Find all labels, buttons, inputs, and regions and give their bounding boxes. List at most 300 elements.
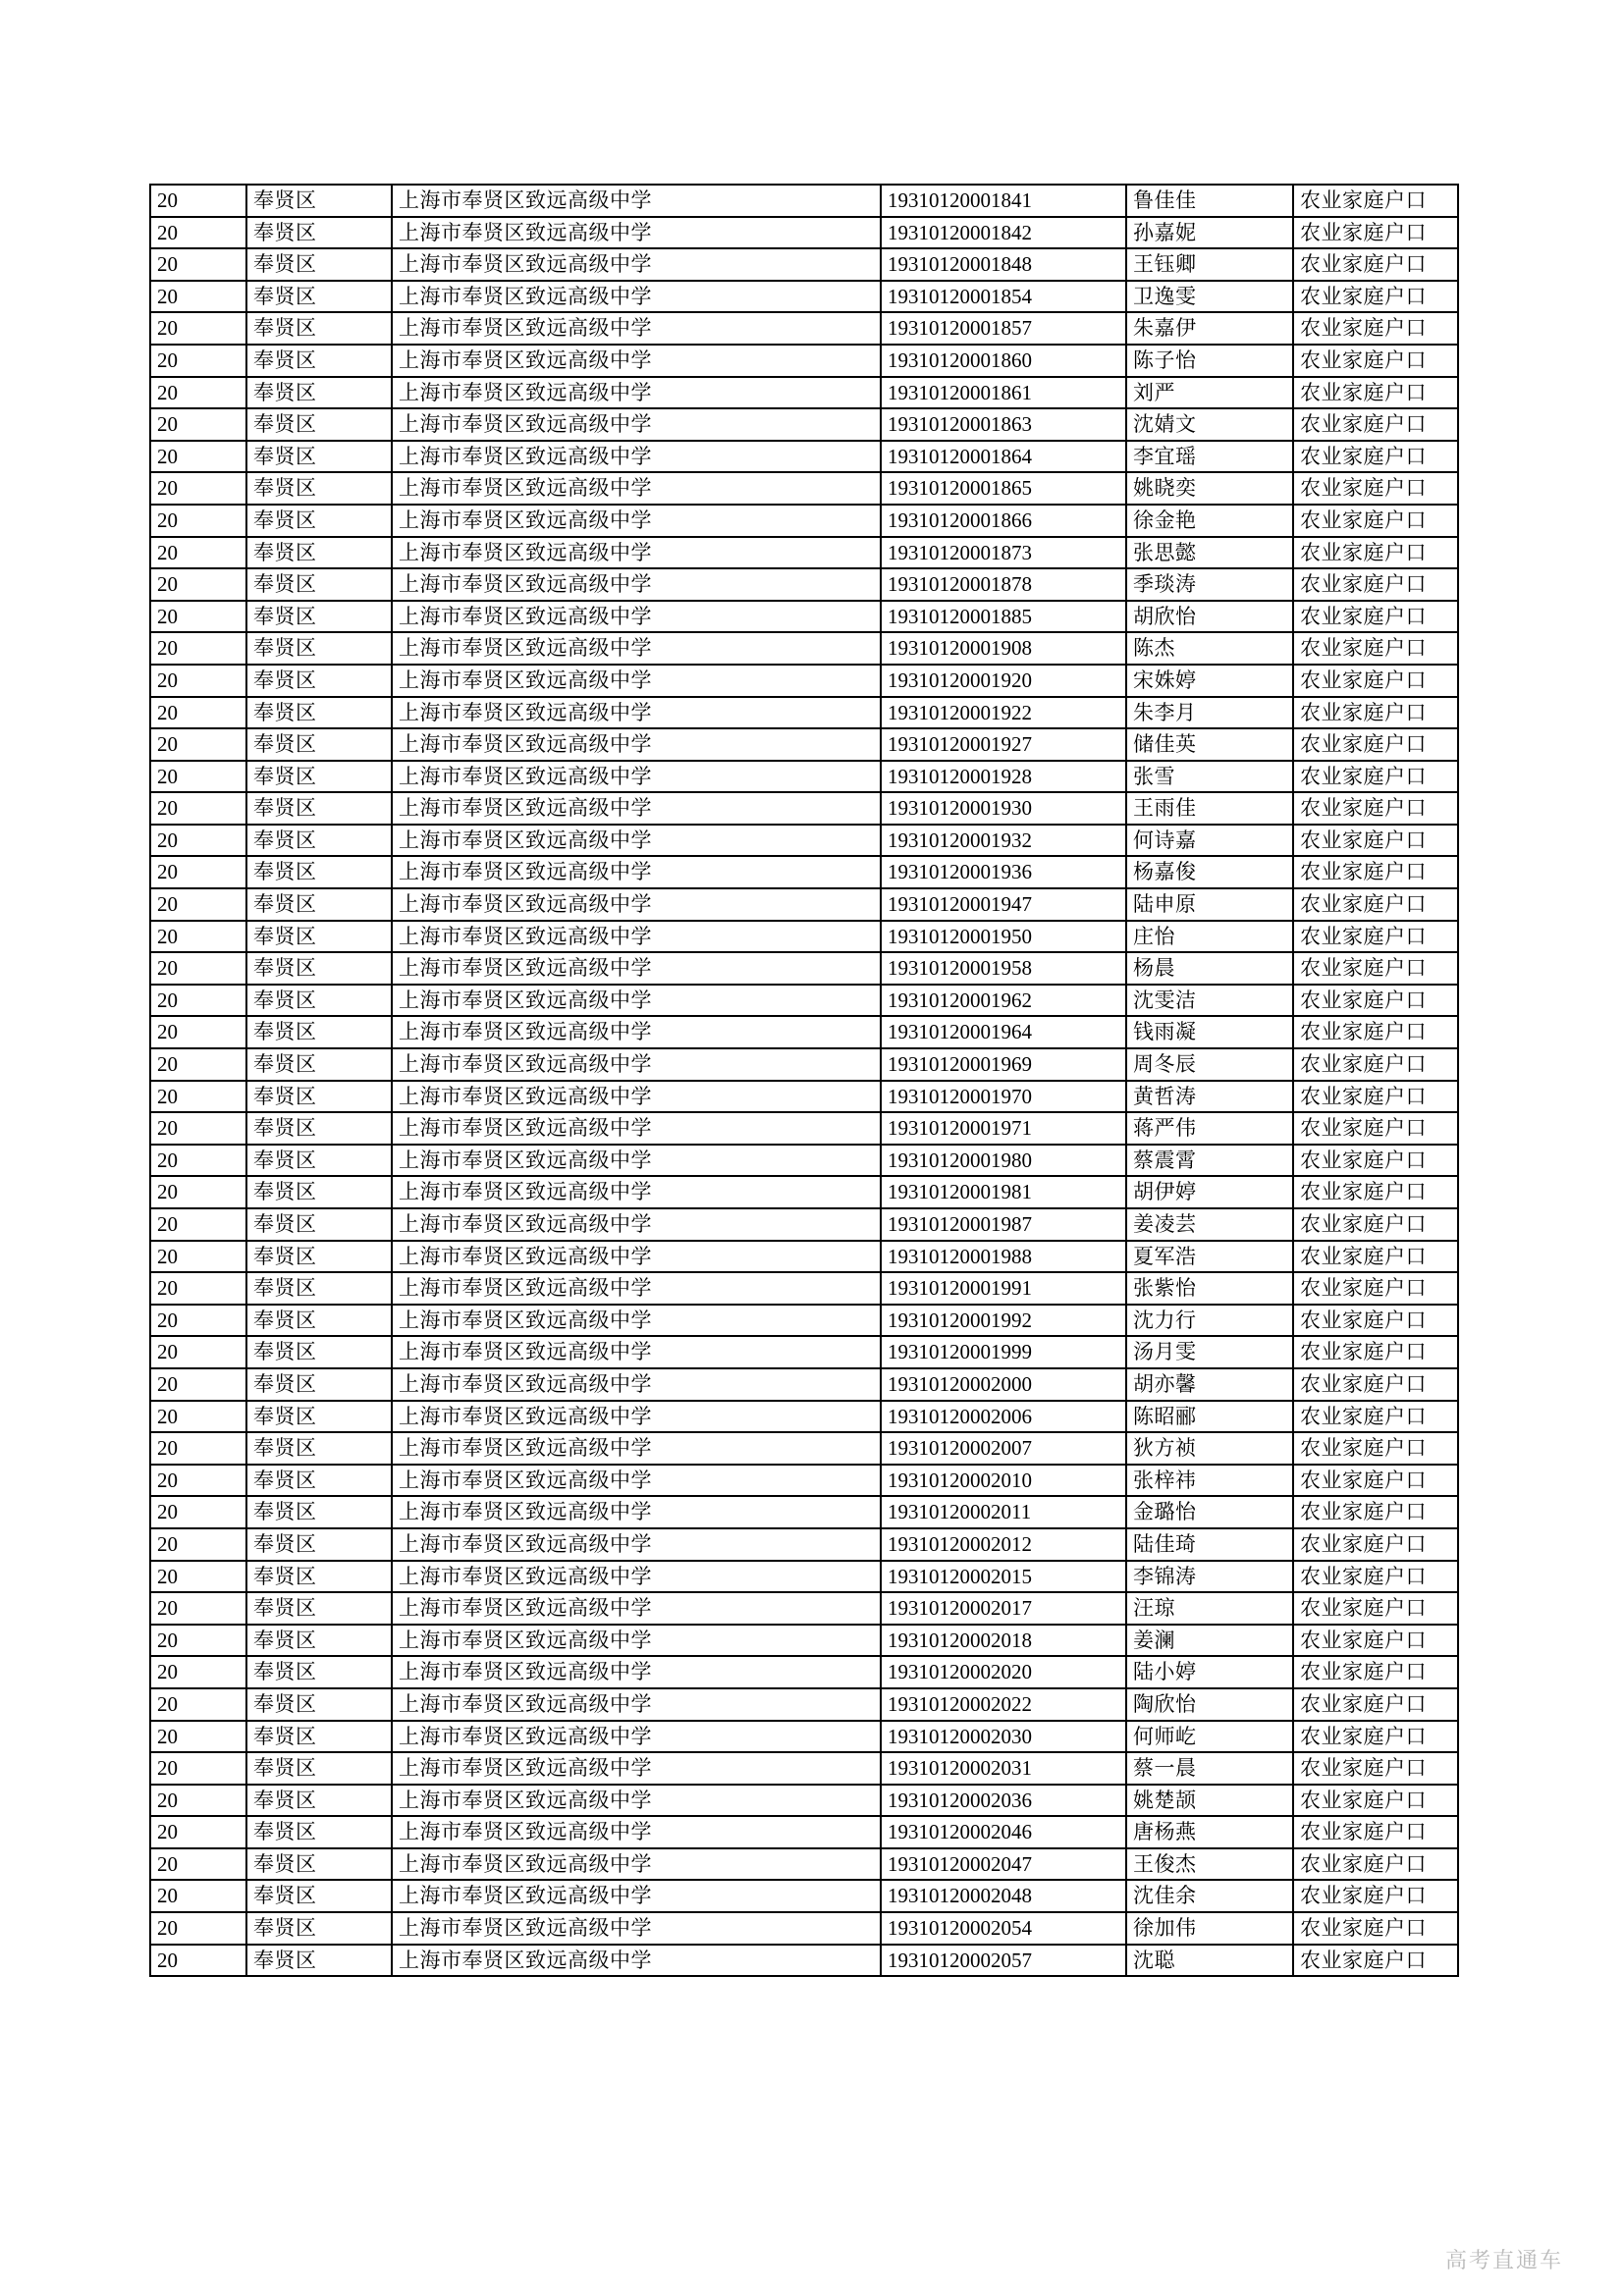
cell-grade: 20: [150, 1912, 246, 1945]
cell-household-type: 农业家庭户口: [1293, 1721, 1458, 1753]
cell-household-type: 农业家庭户口: [1293, 1880, 1458, 1912]
cell-exam-id: 19310120002046: [881, 1816, 1126, 1848]
cell-household-type: 农业家庭户口: [1293, 1305, 1458, 1337]
cell-district: 奉贤区: [246, 1241, 392, 1273]
cell-district: 奉贤区: [246, 697, 392, 729]
cell-exam-id: 19310120002012: [881, 1528, 1126, 1561]
cell-household-type: 农业家庭户口: [1293, 792, 1458, 825]
table-row: [150, 1528, 1458, 1561]
cell-exam-id: 19310120001970: [881, 1081, 1126, 1113]
table-row: [150, 1945, 1458, 1977]
cell-exam-id: 19310120002031: [881, 1752, 1126, 1785]
cell-school: 上海市奉贤区致远高级中学: [392, 1272, 881, 1305]
cell-school: 上海市奉贤区致远高级中学: [392, 537, 881, 569]
cell-school: 上海市奉贤区致远高级中学: [392, 377, 881, 409]
cell-district: 奉贤区: [246, 952, 392, 985]
table-row: [150, 185, 1458, 217]
cell-exam-id: 19310120001950: [881, 921, 1126, 953]
table-row: [150, 408, 1458, 441]
cell-school: 上海市奉贤区致远高级中学: [392, 1465, 881, 1497]
table-row: [150, 1561, 1458, 1593]
cell-school: 上海市奉贤区致远高级中学: [392, 792, 881, 825]
cell-student-name: 王钰卿: [1126, 248, 1293, 281]
cell-household-type: 农业家庭户口: [1293, 377, 1458, 409]
cell-district: 奉贤区: [246, 1368, 392, 1401]
cell-grade: 20: [150, 921, 246, 953]
cell-grade: 20: [150, 1208, 246, 1241]
cell-student-name: 沈力行: [1126, 1305, 1293, 1337]
cell-grade: 20: [150, 1176, 246, 1208]
cell-district: 奉贤区: [246, 248, 392, 281]
cell-student-name: 沈聪: [1126, 1945, 1293, 1977]
cell-household-type: 农业家庭户口: [1293, 728, 1458, 761]
cell-exam-id: 19310120001969: [881, 1048, 1126, 1081]
cell-household-type: 农业家庭户口: [1293, 1208, 1458, 1241]
cell-student-name: 汪琼: [1126, 1592, 1293, 1625]
cell-exam-id: 19310120002010: [881, 1465, 1126, 1497]
table-row: [150, 345, 1458, 377]
cell-student-name: 宋姝婷: [1126, 665, 1293, 697]
cell-grade: 20: [150, 728, 246, 761]
cell-student-name: 陆申原: [1126, 888, 1293, 921]
table-row: [150, 921, 1458, 953]
cell-grade: 20: [150, 1305, 246, 1337]
cell-school: 上海市奉贤区致远高级中学: [392, 1561, 881, 1593]
cell-student-name: 徐加伟: [1126, 1912, 1293, 1945]
cell-household-type: 农业家庭户口: [1293, 312, 1458, 345]
cell-school: 上海市奉贤区致远高级中学: [392, 825, 881, 857]
cell-grade: 20: [150, 441, 246, 473]
cell-grade: 20: [150, 345, 246, 377]
cell-exam-id: 19310120001848: [881, 248, 1126, 281]
table-row: [150, 1721, 1458, 1753]
cell-school: 上海市奉贤区致远高级中学: [392, 1048, 881, 1081]
cell-school: 上海市奉贤区致远高级中学: [392, 1208, 881, 1241]
table-row: [150, 1048, 1458, 1081]
cell-school: 上海市奉贤区致远高级中学: [392, 1432, 881, 1465]
cell-exam-id: 19310120001962: [881, 985, 1126, 1017]
cell-household-type: 农业家庭户口: [1293, 441, 1458, 473]
cell-exam-id: 19310120001861: [881, 377, 1126, 409]
cell-student-name: 陆佳琦: [1126, 1528, 1293, 1561]
cell-district: 奉贤区: [246, 1272, 392, 1305]
cell-exam-id: 19310120001857: [881, 312, 1126, 345]
table-row: [150, 1688, 1458, 1721]
table-row: [150, 1145, 1458, 1177]
cell-school: 上海市奉贤区致远高级中学: [392, 1721, 881, 1753]
table-row: [150, 377, 1458, 409]
cell-district: 奉贤区: [246, 825, 392, 857]
cell-student-name: 王俊杰: [1126, 1848, 1293, 1881]
cell-grade: 20: [150, 761, 246, 793]
cell-grade: 20: [150, 1272, 246, 1305]
cell-household-type: 农业家庭户口: [1293, 1752, 1458, 1785]
cell-household-type: 农业家庭户口: [1293, 1016, 1458, 1048]
cell-student-name: 金璐怡: [1126, 1496, 1293, 1528]
cell-student-name: 胡亦馨: [1126, 1368, 1293, 1401]
cell-exam-id: 19310120001873: [881, 537, 1126, 569]
cell-district: 奉贤区: [246, 1592, 392, 1625]
cell-school: 上海市奉贤区致远高级中学: [392, 505, 881, 537]
table-row: [150, 697, 1458, 729]
cell-exam-id: 19310120001920: [881, 665, 1126, 697]
cell-school: 上海市奉贤区致远高级中学: [392, 1368, 881, 1401]
table-row: [150, 1816, 1458, 1848]
cell-student-name: 陈昭郦: [1126, 1401, 1293, 1433]
cell-grade: 20: [150, 856, 246, 888]
cell-school: 上海市奉贤区致远高级中学: [392, 1016, 881, 1048]
cell-grade: 20: [150, 1081, 246, 1113]
table-row: [150, 1880, 1458, 1912]
cell-household-type: 农业家庭户口: [1293, 1145, 1458, 1177]
cell-student-name: 庄怡: [1126, 921, 1293, 953]
cell-student-name: 何诗嘉: [1126, 825, 1293, 857]
cell-exam-id: 19310120001854: [881, 281, 1126, 313]
cell-household-type: 农业家庭户口: [1293, 825, 1458, 857]
cell-household-type: 农业家庭户口: [1293, 1112, 1458, 1145]
cell-grade: 20: [150, 1145, 246, 1177]
cell-student-name: 姜凌芸: [1126, 1208, 1293, 1241]
cell-student-name: 汤月雯: [1126, 1336, 1293, 1368]
cell-grade: 20: [150, 1592, 246, 1625]
cell-student-name: 张思懿: [1126, 537, 1293, 569]
cell-grade: 20: [150, 537, 246, 569]
table-row: [150, 1208, 1458, 1241]
table-row: [150, 441, 1458, 473]
cell-exam-id: 19310120002048: [881, 1880, 1126, 1912]
cell-household-type: 农业家庭户口: [1293, 1816, 1458, 1848]
cell-school: 上海市奉贤区致远高级中学: [392, 921, 881, 953]
cell-exam-id: 19310120001991: [881, 1272, 1126, 1305]
cell-exam-id: 19310120002057: [881, 1945, 1126, 1977]
cell-exam-id: 19310120001922: [881, 697, 1126, 729]
cell-district: 奉贤区: [246, 632, 392, 665]
table-row: [150, 312, 1458, 345]
cell-exam-id: 19310120002018: [881, 1625, 1126, 1657]
cell-grade: 20: [150, 1656, 246, 1688]
cell-school: 上海市奉贤区致远高级中学: [392, 856, 881, 888]
cell-student-name: 周冬辰: [1126, 1048, 1293, 1081]
table-row: [150, 248, 1458, 281]
cell-household-type: 农业家庭户口: [1293, 1592, 1458, 1625]
cell-grade: 20: [150, 505, 246, 537]
table-row: [150, 1112, 1458, 1145]
cell-exam-id: 19310120001930: [881, 792, 1126, 825]
cell-household-type: 农业家庭户口: [1293, 888, 1458, 921]
cell-exam-id: 19310120001988: [881, 1241, 1126, 1273]
cell-household-type: 农业家庭户口: [1293, 1688, 1458, 1721]
cell-school: 上海市奉贤区致远高级中学: [392, 1176, 881, 1208]
cell-student-name: 杨晨: [1126, 952, 1293, 985]
cell-exam-id: 19310120001987: [881, 1208, 1126, 1241]
cell-school: 上海市奉贤区致远高级中学: [392, 312, 881, 345]
student-roster-body: [150, 185, 1458, 1976]
cell-exam-id: 19310120001842: [881, 217, 1126, 249]
cell-district: 奉贤区: [246, 1176, 392, 1208]
cell-exam-id: 19310120001878: [881, 568, 1126, 601]
cell-school: 上海市奉贤区致远高级中学: [392, 1625, 881, 1657]
cell-household-type: 农业家庭户口: [1293, 921, 1458, 953]
cell-school: 上海市奉贤区致远高级中学: [392, 281, 881, 313]
cell-student-name: 姜澜: [1126, 1625, 1293, 1657]
cell-exam-id: 19310120001908: [881, 632, 1126, 665]
cell-district: 奉贤区: [246, 1752, 392, 1785]
cell-student-name: 徐金艳: [1126, 505, 1293, 537]
cell-school: 上海市奉贤区致远高级中学: [392, 761, 881, 793]
cell-student-name: 蔡一晨: [1126, 1752, 1293, 1785]
cell-household-type: 农业家庭户口: [1293, 856, 1458, 888]
cell-district: 奉贤区: [246, 985, 392, 1017]
cell-household-type: 农业家庭户口: [1293, 1401, 1458, 1433]
cell-household-type: 农业家庭户口: [1293, 952, 1458, 985]
cell-district: 奉贤区: [246, 1625, 392, 1657]
cell-exam-id: 19310120001992: [881, 1305, 1126, 1337]
cell-district: 奉贤区: [246, 537, 392, 569]
cell-school: 上海市奉贤区致远高级中学: [392, 697, 881, 729]
cell-grade: 20: [150, 1688, 246, 1721]
cell-exam-id: 19310120002054: [881, 1912, 1126, 1945]
cell-household-type: 农业家庭户口: [1293, 1176, 1458, 1208]
cell-school: 上海市奉贤区致远高级中学: [392, 408, 881, 441]
cell-exam-id: 19310120002011: [881, 1496, 1126, 1528]
cell-district: 奉贤区: [246, 761, 392, 793]
cell-student-name: 陈子怡: [1126, 345, 1293, 377]
table-row: [150, 537, 1458, 569]
table-row: [150, 472, 1458, 505]
table-row: [150, 792, 1458, 825]
cell-student-name: 胡伊婷: [1126, 1176, 1293, 1208]
cell-district: 奉贤区: [246, 1945, 392, 1977]
cell-household-type: 农业家庭户口: [1293, 1656, 1458, 1688]
table-row: [150, 1912, 1458, 1945]
cell-school: 上海市奉贤区致远高级中学: [392, 1912, 881, 1945]
cell-household-type: 农业家庭户口: [1293, 472, 1458, 505]
cell-grade: 20: [150, 1785, 246, 1817]
cell-district: 奉贤区: [246, 1785, 392, 1817]
cell-district: 奉贤区: [246, 345, 392, 377]
cell-household-type: 农业家庭户口: [1293, 1368, 1458, 1401]
table-row: [150, 1785, 1458, 1817]
cell-student-name: 朱李月: [1126, 697, 1293, 729]
cell-school: 上海市奉贤区致远高级中学: [392, 1528, 881, 1561]
cell-exam-id: 19310120001866: [881, 505, 1126, 537]
cell-student-name: 季琰涛: [1126, 568, 1293, 601]
cell-school: 上海市奉贤区致远高级中学: [392, 1785, 881, 1817]
cell-grade: 20: [150, 1241, 246, 1273]
cell-student-name: 夏军浩: [1126, 1241, 1293, 1273]
cell-student-name: 陶欣怡: [1126, 1688, 1293, 1721]
cell-exam-id: 19310120001958: [881, 952, 1126, 985]
cell-student-name: 杨嘉俊: [1126, 856, 1293, 888]
cell-household-type: 农业家庭户口: [1293, 1336, 1458, 1368]
cell-district: 奉贤区: [246, 921, 392, 953]
cell-household-type: 农业家庭户口: [1293, 1785, 1458, 1817]
cell-district: 奉贤区: [246, 472, 392, 505]
cell-district: 奉贤区: [246, 568, 392, 601]
cell-district: 奉贤区: [246, 441, 392, 473]
table-row: [150, 888, 1458, 921]
cell-exam-id: 19310120001980: [881, 1145, 1126, 1177]
cell-grade: 20: [150, 1016, 246, 1048]
cell-district: 奉贤区: [246, 1880, 392, 1912]
cell-district: 奉贤区: [246, 1721, 392, 1753]
cell-district: 奉贤区: [246, 408, 392, 441]
table-row: [150, 1401, 1458, 1433]
table-row: [150, 568, 1458, 601]
cell-district: 奉贤区: [246, 888, 392, 921]
table-row: [150, 1848, 1458, 1881]
cell-district: 奉贤区: [246, 1336, 392, 1368]
cell-grade: 20: [150, 1465, 246, 1497]
cell-district: 奉贤区: [246, 1465, 392, 1497]
cell-grade: 20: [150, 1432, 246, 1465]
cell-district: 奉贤区: [246, 1145, 392, 1177]
cell-school: 上海市奉贤区致远高级中学: [392, 952, 881, 985]
cell-grade: 20: [150, 281, 246, 313]
cell-school: 上海市奉贤区致远高级中学: [392, 568, 881, 601]
cell-household-type: 农业家庭户口: [1293, 1848, 1458, 1881]
cell-district: 奉贤区: [246, 1528, 392, 1561]
cell-school: 上海市奉贤区致远高级中学: [392, 1336, 881, 1368]
cell-grade: 20: [150, 408, 246, 441]
cell-school: 上海市奉贤区致远高级中学: [392, 472, 881, 505]
cell-school: 上海市奉贤区致远高级中学: [392, 441, 881, 473]
cell-student-name: 陈杰: [1126, 632, 1293, 665]
cell-grade: 20: [150, 792, 246, 825]
table-row: [150, 761, 1458, 793]
cell-district: 奉贤区: [246, 1305, 392, 1337]
cell-student-name: 黄哲涛: [1126, 1081, 1293, 1113]
cell-exam-id: 19310120002015: [881, 1561, 1126, 1593]
cell-school: 上海市奉贤区致远高级中学: [392, 665, 881, 697]
cell-student-name: 鲁佳佳: [1126, 185, 1293, 217]
cell-school: 上海市奉贤区致远高级中学: [392, 1656, 881, 1688]
table-row: [150, 632, 1458, 665]
cell-grade: 20: [150, 312, 246, 345]
cell-student-name: 狄方祯: [1126, 1432, 1293, 1465]
cell-household-type: 农业家庭户口: [1293, 185, 1458, 217]
cell-district: 奉贤区: [246, 1081, 392, 1113]
table-row: [150, 665, 1458, 697]
cell-school: 上海市奉贤区致远高级中学: [392, 1592, 881, 1625]
cell-exam-id: 19310120001885: [881, 601, 1126, 633]
cell-exam-id: 19310120001936: [881, 856, 1126, 888]
cell-grade: 20: [150, 185, 246, 217]
cell-student-name: 钱雨凝: [1126, 1016, 1293, 1048]
table-row: [150, 985, 1458, 1017]
cell-grade: 20: [150, 1112, 246, 1145]
cell-student-name: 王雨佳: [1126, 792, 1293, 825]
cell-exam-id: 19310120002030: [881, 1721, 1126, 1753]
cell-household-type: 农业家庭户口: [1293, 1528, 1458, 1561]
cell-school: 上海市奉贤区致远高级中学: [392, 1848, 881, 1881]
cell-district: 奉贤区: [246, 1496, 392, 1528]
cell-student-name: 李锦涛: [1126, 1561, 1293, 1593]
cell-grade: 20: [150, 1721, 246, 1753]
student-roster-table: [149, 184, 1459, 1977]
cell-student-name: 蔡震霄: [1126, 1145, 1293, 1177]
cell-exam-id: 19310120001864: [881, 441, 1126, 473]
cell-household-type: 农业家庭户口: [1293, 665, 1458, 697]
cell-school: 上海市奉贤区致远高级中学: [392, 728, 881, 761]
cell-student-name: 张雪: [1126, 761, 1293, 793]
cell-household-type: 农业家庭户口: [1293, 1048, 1458, 1081]
cell-exam-id: 19310120002036: [881, 1785, 1126, 1817]
table-row: [150, 1432, 1458, 1465]
cell-grade: 20: [150, 1816, 246, 1848]
cell-student-name: 何师屹: [1126, 1721, 1293, 1753]
table-row: [150, 1241, 1458, 1273]
cell-exam-id: 19310120001947: [881, 888, 1126, 921]
cell-district: 奉贤区: [246, 1432, 392, 1465]
cell-exam-id: 19310120001971: [881, 1112, 1126, 1145]
cell-school: 上海市奉贤区致远高级中学: [392, 217, 881, 249]
cell-school: 上海市奉贤区致远高级中学: [392, 1496, 881, 1528]
cell-school: 上海市奉贤区致远高级中学: [392, 1081, 881, 1113]
cell-household-type: 农业家庭户口: [1293, 505, 1458, 537]
cell-household-type: 农业家庭户口: [1293, 217, 1458, 249]
cell-district: 奉贤区: [246, 1848, 392, 1881]
table-row: [150, 217, 1458, 249]
cell-household-type: 农业家庭户口: [1293, 1561, 1458, 1593]
cell-school: 上海市奉贤区致远高级中学: [392, 1145, 881, 1177]
cell-household-type: 农业家庭户口: [1293, 537, 1458, 569]
cell-exam-id: 19310120002017: [881, 1592, 1126, 1625]
table-row: [150, 281, 1458, 313]
cell-household-type: 农业家庭户口: [1293, 345, 1458, 377]
cell-grade: 20: [150, 248, 246, 281]
cell-household-type: 农业家庭户口: [1293, 1432, 1458, 1465]
cell-household-type: 农业家庭户口: [1293, 697, 1458, 729]
table-row: [150, 856, 1458, 888]
cell-exam-id: 19310120001927: [881, 728, 1126, 761]
cell-household-type: 农业家庭户口: [1293, 281, 1458, 313]
table-row: [150, 1496, 1458, 1528]
cell-exam-id: 19310120002022: [881, 1688, 1126, 1721]
cell-exam-id: 19310120002007: [881, 1432, 1126, 1465]
watermark-text: 高考直通车: [1444, 2248, 1563, 2272]
table-row: [150, 505, 1458, 537]
cell-district: 奉贤区: [246, 377, 392, 409]
cell-district: 奉贤区: [246, 665, 392, 697]
cell-household-type: 农业家庭户口: [1293, 761, 1458, 793]
cell-district: 奉贤区: [246, 792, 392, 825]
cell-student-name: 储佳英: [1126, 728, 1293, 761]
cell-district: 奉贤区: [246, 1401, 392, 1433]
cell-school: 上海市奉贤区致远高级中学: [392, 1816, 881, 1848]
cell-student-name: 姚楚颉: [1126, 1785, 1293, 1817]
cell-school: 上海市奉贤区致远高级中学: [392, 888, 881, 921]
cell-exam-id: 19310120001860: [881, 345, 1126, 377]
cell-grade: 20: [150, 568, 246, 601]
cell-student-name: 沈雯洁: [1126, 985, 1293, 1017]
cell-district: 奉贤区: [246, 728, 392, 761]
cell-household-type: 农业家庭户口: [1293, 1241, 1458, 1273]
cell-household-type: 农业家庭户口: [1293, 1465, 1458, 1497]
cell-household-type: 农业家庭户口: [1293, 1945, 1458, 1977]
cell-school: 上海市奉贤区致远高级中学: [392, 632, 881, 665]
cell-exam-id: 19310120001863: [881, 408, 1126, 441]
cell-household-type: 农业家庭户口: [1293, 1496, 1458, 1528]
cell-household-type: 农业家庭户口: [1293, 408, 1458, 441]
cell-grade: 20: [150, 1625, 246, 1657]
cell-district: 奉贤区: [246, 281, 392, 313]
cell-household-type: 农业家庭户口: [1293, 248, 1458, 281]
cell-district: 奉贤区: [246, 312, 392, 345]
table-row: [150, 1592, 1458, 1625]
table-row: [150, 1368, 1458, 1401]
cell-grade: 20: [150, 1401, 246, 1433]
